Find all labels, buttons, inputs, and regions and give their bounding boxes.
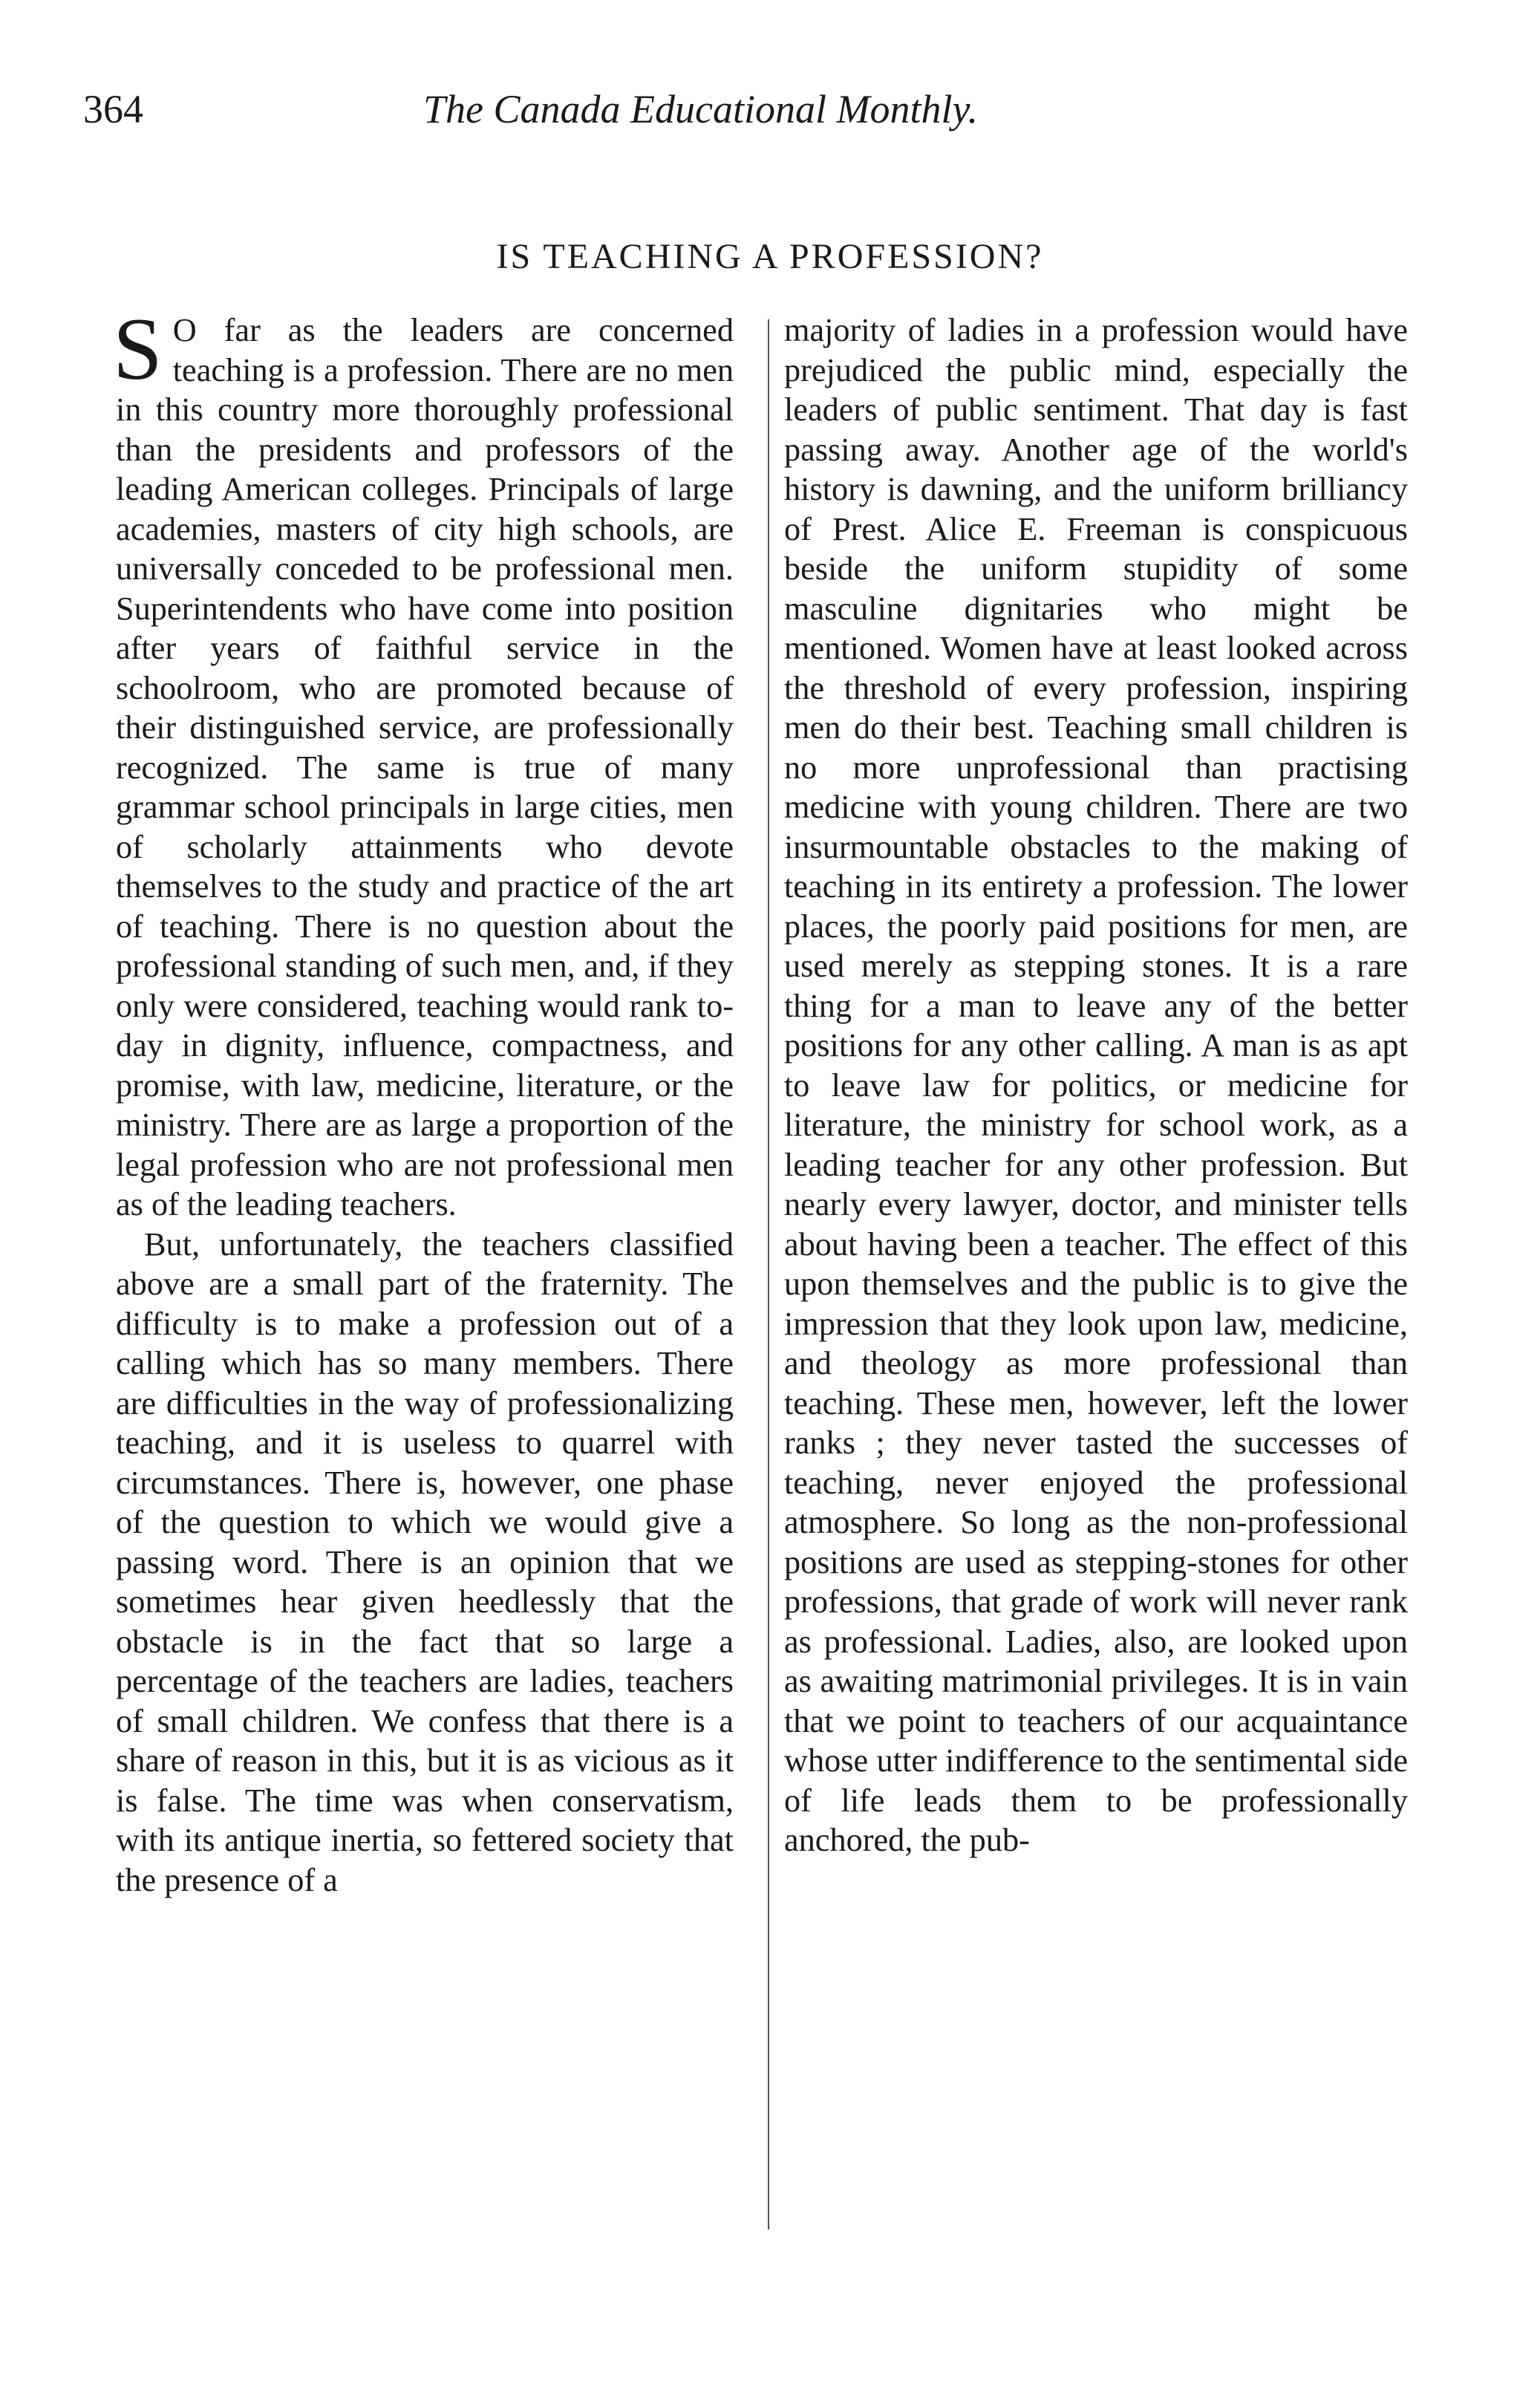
right-paragraph-1: majority of ladies in a profession would have prejudiced the public mind, especially the leaders of public sentiment. That day is fast passing away. Another age of the world's history is dawning, and the uniform brilliancy of Prest. Alice E. Freeman is conspicuous beside the uniform stupidity of some masculine dignitaries who might be mentioned. Women have at least looked across the threshold of every profession, inspiring men do their best. Teaching small children is no more unprofessional than practising medicine with young children. There are two insurmountable obstacles to the making of teaching in its entirety a profession. The lower places, the poorly paid positions for men, are used merely as stepping stones. It is a rare thing for a man to leave any of the better positions for any other calling. A man is as apt to leave law for politics, or medicine for literature, the ministry for school work, as a leading teacher for any other profession. But nearly every lawyer, doctor, and minister tells about having been a teacher. The effect of this upon themselves and the public is to give the impression that they look upon law, medicine, and theology as more professional than teaching. These men, however, left the lower ranks ; they never tasted the successes of teaching, never enjoyed the professional atmosphere. So long as the non-professional positions are used as stepping-stones for other professions, that grade of work will never rank as professional. Ladies, also, are looked upon as awaiting matrimonial privileges. It is in vain that we point to teachers of our acquaintance whose utter indifference to the sentimental side of life leads them to be professionally anchored, the pub- — [784, 312, 1408, 1858]
column-divider — [768, 319, 769, 2230]
page-number: 364 — [83, 87, 143, 131]
left-paragraph-1 — [113, 299, 734, 1225]
left-paragraph-2: But, unfortunately, the teachers classified above are a small part of the fraternity. The difficulty is to make a profession out of a calling which has so many members. There are difficulties in the way of professionalizing teaching, and it is useless to quarrel with circumstances. There is, however, one phase of the question to which we would give a passing word. There is an opinion that we sometimes hear given heedlessly that the obstacle is in the fact that so large a percentage of the teachers are ladies, teachers of small children. We confess that there is a share of reason in this, but it is as vicious as it is false. The time was when conservatism, with its antique inertia, so fettered society that the presence of a — [116, 1225, 734, 1898]
drop-cap: S — [113, 299, 163, 398]
right-column — [784, 310, 1408, 1860]
article-title: IS TEACHING A PROFESSION? — [496, 237, 1044, 276]
running-title: The Canada Educational Monthly. — [423, 87, 978, 131]
left-column — [113, 299, 734, 1900]
left-paragraph-1-text: O far as the leaders are concerned teaching is a profession. There are no men in this country more thoroughly professional than the presidents and professors of the leading American colleges. Principals of large academies, masters of city high schools, are universally conceded to be professional men. Superintendents who have come into position after years of faithful service in the schoolroom, who are promoted because of their distinguished service, are professionally recognized. The same is true of many grammar school principals in large cities, men of scholarly attainments who devote themselves to the study and practice of the art of teaching. There is no question about the professional standing of such men, and, if they only were considered, teaching would rank to-day in dignity, influence, compactness, and promise, with law, medicine, literature, or the ministry. There are as large a proportion of the legal profession who are not professional men as of the leading teachers. — [116, 312, 734, 1222]
